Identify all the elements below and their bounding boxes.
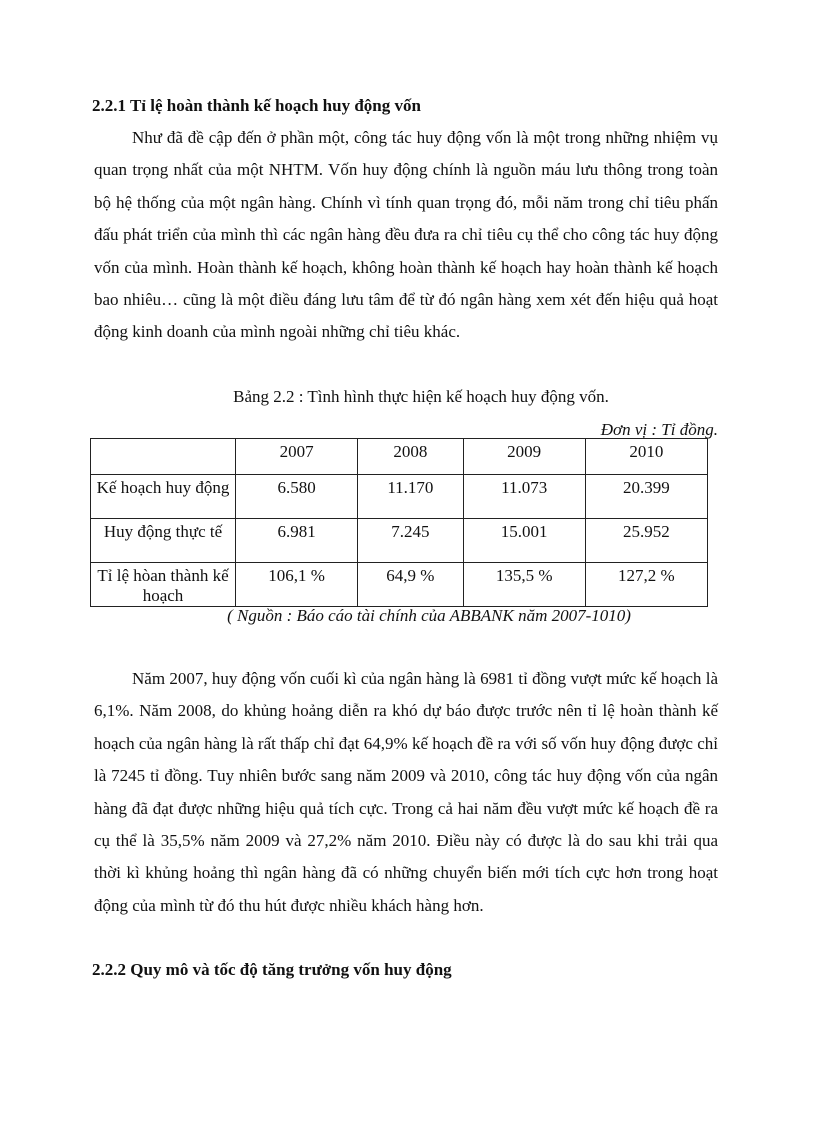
table-row bbox=[91, 475, 708, 519]
table-cell: 135,5 % bbox=[463, 563, 585, 607]
analysis-paragraph: Năm 2007, huy động vốn cuối kì của ngân hàng là 6981 tỉ đồng vượt mức kế hoạch là 6,1%. Năm 2008, do khủng hoảng diễn ra khó dự báo được trước nên tỉ lệ hoàn thành kế hoạch của ngân hàng là rất thấp chỉ đạt 64,9% kế hoạch đề ra với số vốn huy động được chỉ là 7245 tỉ đồng. Tuy nhiên bước sang năm 2009 và 2010, công tác huy động vốn của ngân hàng đã đạt được những hiệu quả tích cực. Trong cả hai năm đều vượt mức kế hoạch đề ra cụ thể là 35,5% năm 2009 và 27,2% năm 2010. Điều này có được là do sau khi trải qua thời kì khủng hoảng thì ngân hàng đã có những chuyển biến mới tích cực hơn trong hoạt động của mình từ đó thu hút được nhiều khách hàng hơn. bbox=[94, 669, 718, 915]
table-header-cell: 2008 bbox=[358, 439, 463, 475]
table-header-row bbox=[91, 439, 708, 475]
table-cell: 106,1 % bbox=[236, 563, 358, 607]
table-cell: 11.073 bbox=[463, 475, 585, 519]
table-header-cell: 2009 bbox=[463, 439, 585, 475]
table-cell: 6.580 bbox=[236, 475, 358, 519]
table-cell: 15.001 bbox=[463, 519, 585, 563]
intro-paragraph: Như đã đề cập đến ở phần một, công tác huy động vốn là một trong những nhiệm vụ quan trọng nhất của một NHTM. Vốn huy động chính là nguồn máu lưu thông trong toàn bộ hệ thống của một ngân hàng. Chính vì tính quan trọng đó, mỗi năm trong chỉ tiêu phấn đấu phát triển của mình thì các ngân hàng đều đưa ra chỉ tiêu cụ thể cho công tác huy động vốn của mình. Hoàn thành kế hoạch, không hoàn thành kế hoạch hay hoàn thành kế hoạch bao nhiêu… cũng là một điều đáng lưu tâm để từ đó ngân hàng xem xét đến hiệu quả hoạt động kinh doanh của mình ngoài những chỉ tiêu khác. bbox=[94, 128, 718, 342]
table-row bbox=[91, 563, 708, 607]
table-cell: 25.952 bbox=[585, 519, 707, 563]
row-label: Tỉ lệ hòan thành kế hoạch bbox=[91, 563, 236, 607]
table-cell: 7.245 bbox=[358, 519, 463, 563]
section-heading-2-2-1: 2.2.1 Tỉ lệ hoàn thành kế hoạch huy động vốn bbox=[92, 96, 421, 115]
row-label: Huy động thực tế bbox=[91, 519, 236, 563]
table-header-cell: 2010 bbox=[585, 439, 707, 475]
table-source-note: ( Nguồn : Báo cáo tài chính của ABBANK năm 2007-1010) bbox=[227, 606, 631, 625]
section-heading-2-2-2: 2.2.2 Quy mô và tốc độ tăng trưởng vốn huy động bbox=[92, 960, 452, 979]
table-header-cell bbox=[91, 439, 236, 475]
capital-mobilization-table bbox=[90, 438, 708, 607]
table-caption: Bảng 2.2 : Tình hình thực hiện kế hoạch huy động vốn. bbox=[233, 387, 609, 406]
table-header-cell: 2007 bbox=[236, 439, 358, 475]
table-cell: 64,9 % bbox=[358, 563, 463, 607]
table-cell: 20.399 bbox=[585, 475, 707, 519]
table-row bbox=[91, 519, 708, 563]
table-cell: 6.981 bbox=[236, 519, 358, 563]
row-label: Kế hoạch huy động bbox=[91, 475, 236, 519]
table-unit-note: Đơn vị : Tỉ đồng. bbox=[600, 420, 718, 439]
table-cell: 11.170 bbox=[358, 475, 463, 519]
table-cell: 127,2 % bbox=[585, 563, 707, 607]
